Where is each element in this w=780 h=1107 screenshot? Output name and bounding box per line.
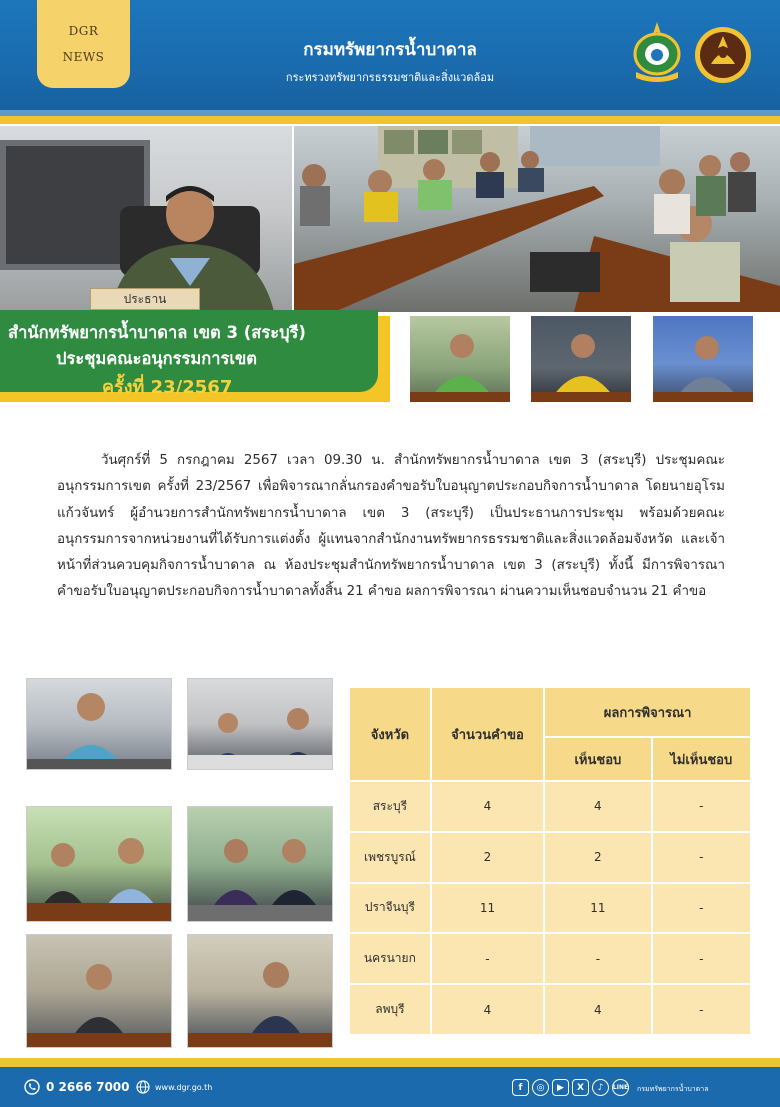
tiktok-icon[interactable]: ♪ <box>592 1079 609 1096</box>
badge-dgr-text: DGR <box>68 24 99 38</box>
gallery-photo-5 <box>26 934 172 1048</box>
gallery-photo-4 <box>187 806 333 922</box>
cell-not-approved: - <box>652 781 751 832</box>
table-row <box>349 781 751 832</box>
cell-requests: 2 <box>431 832 544 883</box>
social-icons <box>512 1079 629 1096</box>
attendee-figure-icon <box>653 316 755 404</box>
footer-website[interactable] <box>136 1080 212 1094</box>
person-figure-icon <box>188 807 333 922</box>
attendee-photo-1 <box>408 314 512 404</box>
cell-not-approved: - <box>652 984 751 1035</box>
header-approved: เห็นชอบ <box>544 737 651 781</box>
person-figure-icon <box>27 807 172 922</box>
globe-icon <box>136 1080 150 1094</box>
chairman-photo <box>0 126 292 312</box>
ministry-seal-icon <box>694 24 752 86</box>
website-url: www.dgr.go.th <box>155 1082 213 1092</box>
phone-number: 0 2666 7000 <box>46 1080 130 1094</box>
cell-approved: 11 <box>544 883 651 934</box>
title-office: สำนักทรัพยากรน้ำบาดาล เขต 3 (สระบุรี) <box>8 323 306 342</box>
table-row <box>349 883 751 934</box>
cell-requests: 11 <box>431 883 544 934</box>
cell-not-approved: - <box>652 933 751 984</box>
badge-news-text: NEWS <box>62 50 105 64</box>
cell-approved: 4 <box>544 781 651 832</box>
cell-requests: 4 <box>431 984 544 1035</box>
attendee-photo-3 <box>651 314 755 404</box>
cell-approved: - <box>544 933 651 984</box>
title-meeting: ประชุมคณะอนุกรรมการเขต <box>56 349 258 368</box>
header-result: ผลการพิจารณา <box>544 687 751 737</box>
cell-province: ลพบุรี <box>349 984 431 1035</box>
cell-approved: 2 <box>544 832 651 883</box>
department-logo-icon <box>630 20 684 86</box>
phone-icon <box>24 1079 40 1095</box>
instagram-icon[interactable]: ◎ <box>532 1079 549 1096</box>
table-row <box>349 832 751 883</box>
meeting-room-scene-icon <box>294 126 780 312</box>
attendee-photo-2 <box>529 314 633 404</box>
results-table <box>348 686 752 1036</box>
gallery-photo-6 <box>187 934 333 1048</box>
cell-province: เพชรบูรณ์ <box>349 832 431 883</box>
cell-requests: - <box>431 933 544 984</box>
cell-approved: 4 <box>544 984 651 1035</box>
person-figure-icon <box>188 679 333 770</box>
gallery-photo-1 <box>26 678 172 770</box>
news-body-paragraph: วันศุกร์ที่ 5 กรกฎาคม 2567 เวลา 09.30 น. สำนักทรัพยากรน้ำบาดาล เขต 3 (สระบุรี) ประชุมคณะอนุกรรมการเขต ครั้งที่ 23/2567 เพื่อพิจารณากลั่นกรองคำขอรับใบอนุญาตประกอบกิจการน้ำบาดาล โดยนายอุโรม แก้วจันทร์ ผู้อำนวยการสำนักทรัพยากรน้ำบาดาล เขต 3 (สระบุรี) เป็นประธานการประชุม พร้อมด้วยคณะอนุกรรมการจากหน่วยงานที่ได้รับการแต่งตั้ง ผู้แทนจากสำนักงานทรัพยากรธรรมชาติและสิ่งแวดล้อมจังหวัด และเจ้าหน้าที่ส่วนควบคุมกิจการน้ำบาดาล ณ ห้องประชุมสำนักทรัพยากรน้ำบาดาล เขต 3 (สระบุรี) ทั้งนี้ มีการพิจารณาคำขอรับใบอนุญาตประกอบกิจการน้ำบาดาลทั้งสิ้น 21 คำขอ ผลการพิจารณา ผ่านความเห็นชอบจำนวน 21 คำขอ <box>57 453 725 600</box>
header-not-approved: ไม่เห็นชอบ <box>652 737 751 781</box>
footer-yellow-bar <box>0 1058 780 1067</box>
attendee-figure-icon <box>531 316 633 404</box>
cell-not-approved: - <box>652 832 751 883</box>
line-icon[interactable]: LINE <box>612 1079 629 1096</box>
dgr-news-badge <box>37 0 130 88</box>
x-icon[interactable]: X <box>572 1079 589 1096</box>
gallery-photo-3 <box>26 806 172 922</box>
title-meeting-number: ครั้งที่ 23/2567 <box>102 377 233 398</box>
gallery-photo-2 <box>187 678 333 770</box>
cell-not-approved: - <box>652 883 751 934</box>
header-requests: จำนวนคำขอ <box>431 687 544 781</box>
header-yellow-bar <box>0 116 780 124</box>
department-title: กรมทรัพยากรน้ำบาดาล <box>303 40 477 60</box>
cell-province: ปราจีนบุรี <box>349 883 431 934</box>
cell-province: นครนายก <box>349 933 431 984</box>
meeting-room-photo <box>294 126 780 312</box>
ministry-subtitle: กระทรวงทรัพยากรธรรมชาติและสิ่งแวดล้อม <box>285 71 495 84</box>
facebook-icon[interactable]: f <box>512 1079 529 1096</box>
cell-province: สระบุรี <box>349 781 431 832</box>
table-row <box>349 933 751 984</box>
person-figure-icon <box>27 679 172 770</box>
person-figure-icon <box>188 935 333 1048</box>
page-header <box>0 0 780 118</box>
social-account-name: กรมทรัพยากรน้ำบาดาล <box>637 1085 709 1093</box>
table-row <box>349 984 751 1035</box>
person-figure-icon <box>27 935 172 1048</box>
header-province: จังหวัด <box>349 687 431 781</box>
youtube-icon[interactable]: ▶ <box>552 1079 569 1096</box>
cell-requests: 4 <box>431 781 544 832</box>
results-table-container <box>348 686 752 1036</box>
attendee-figure-icon <box>410 316 512 404</box>
footer-phone[interactable] <box>24 1079 130 1095</box>
chairman-nameplate: ประธาน <box>90 288 200 310</box>
